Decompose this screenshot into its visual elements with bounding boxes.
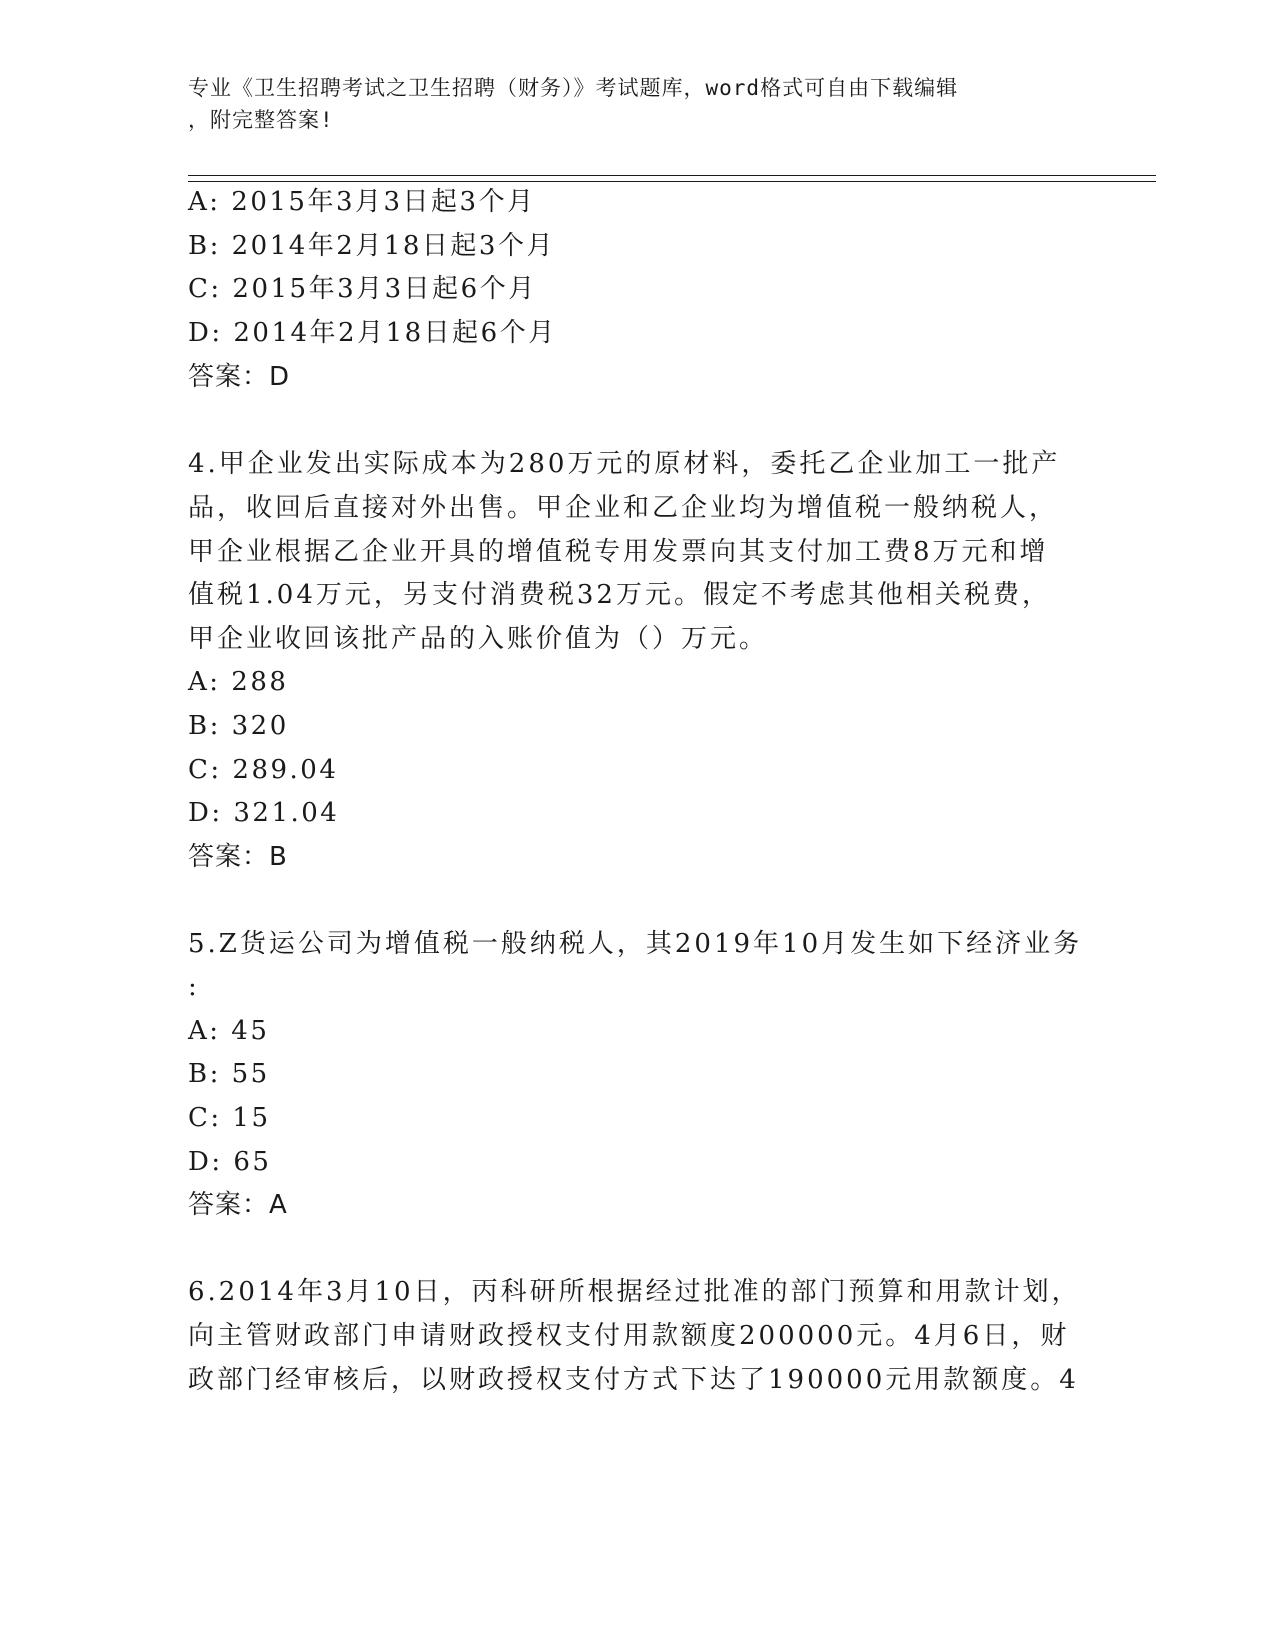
q5-text-line-1: 5.Z货运公司为增值税一般纳税人，其2019年10月发生如下经济业务 bbox=[188, 929, 1083, 959]
q5-option-c: C: 15 bbox=[188, 1103, 271, 1133]
q3-option-a: A: 2015年3月3日起3个月 bbox=[188, 187, 536, 217]
q6-text-line-2: 向主管财政部门申请财政授权支付用款额度200000元。4月6日，财 bbox=[188, 1321, 1070, 1351]
q3-option-b: B: 2014年2月18日起3个月 bbox=[188, 231, 555, 261]
q5-option-a: A: 45 bbox=[188, 1016, 270, 1046]
q5-answer: 答案：A bbox=[188, 1190, 288, 1220]
q4-text-line-5: 甲企业收回该批产品的入账价值为（）万元。 bbox=[188, 624, 769, 654]
q4-option-d: D: 321.04 bbox=[188, 798, 340, 828]
header-line-1: 专业《卫生招聘考试之卫生招聘（财务）》考试题库，word格式可自由下载编辑 bbox=[188, 76, 959, 100]
header-divider-top bbox=[188, 175, 1156, 176]
q5-option-b: B: 55 bbox=[188, 1059, 270, 1089]
q4-option-a: A: 288 bbox=[188, 667, 289, 697]
q3-option-c: C: 2015年3月3日起6个月 bbox=[188, 274, 537, 304]
q4-text-line-2: 品，收回后直接对外出售。甲企业和乙企业均为增值税一般纳税人， bbox=[188, 493, 1059, 523]
q6-text-line-3: 政部门经审核后，以财政授权支付方式下达了190000元用款额度。4 bbox=[188, 1365, 1079, 1395]
q6-text-line-1: 6.2014年3月10日，丙科研所根据经过批准的部门预算和用款计划， bbox=[188, 1277, 1081, 1307]
q5-option-d: D: 65 bbox=[188, 1147, 272, 1177]
document-header bbox=[188, 72, 1088, 136]
q4-text-line-3: 甲企业根据乙企业开具的增值税专用发票向其支付加工费8万元和增 bbox=[188, 537, 1049, 567]
q4-option-b: B: 320 bbox=[188, 711, 289, 741]
q3-answer: 答案：D bbox=[188, 362, 291, 392]
q5-text-line-2: : bbox=[188, 972, 200, 1002]
header-divider-bottom bbox=[188, 181, 1156, 182]
header-line-2: ，附完整答案! bbox=[188, 108, 334, 132]
q4-text-line-4: 值税1.04万元，另支付消费税32万元。假定不考虑其他相关税费， bbox=[188, 580, 1051, 610]
q3-option-d: D: 2014年2月18日起6个月 bbox=[188, 318, 557, 348]
q4-option-c: C: 289.04 bbox=[188, 755, 339, 785]
q4-answer: 答案：B bbox=[188, 842, 288, 872]
q4-text-line-1: 4.甲企业发出实际成本为280万元的原材料，委托乙企业加工一批产 bbox=[188, 449, 1061, 479]
